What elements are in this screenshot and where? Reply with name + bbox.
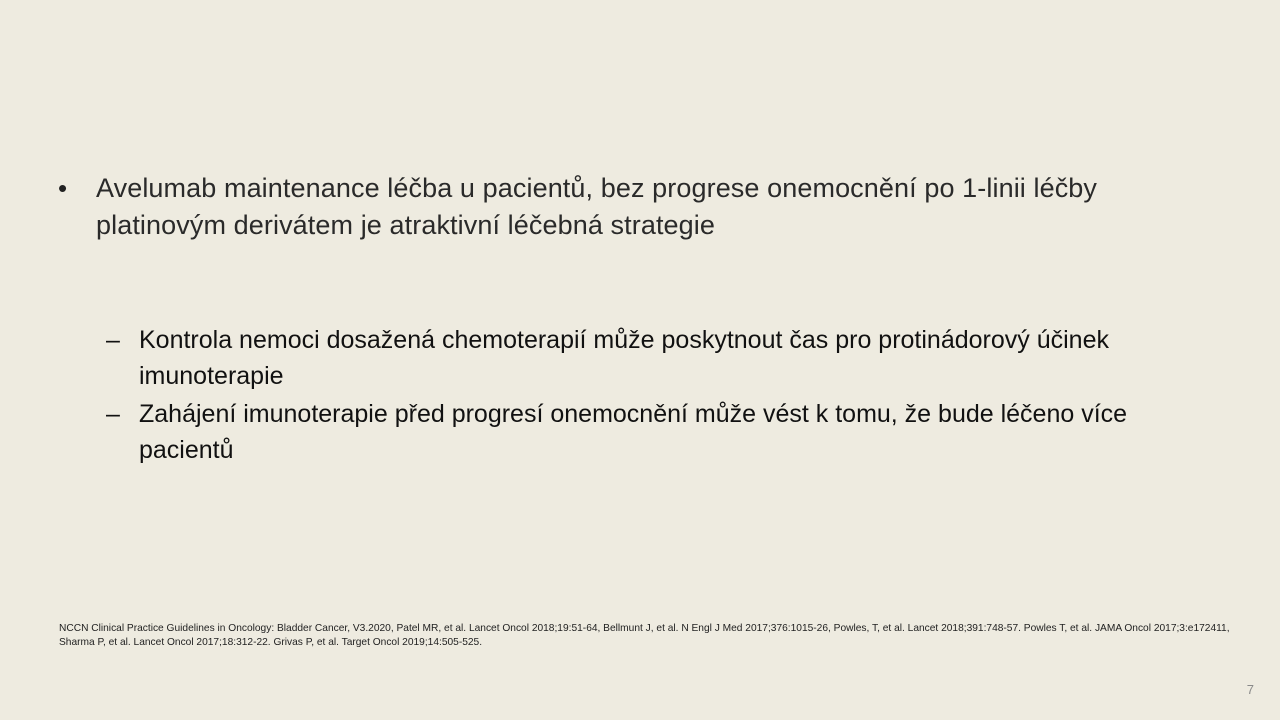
sub-bullet-text: Zahájení imunoterapie před progresí onemocnění může vést k tomu, že bude léčeno více pacientů — [139, 400, 1128, 464]
bullet-icon: • — [58, 173, 68, 203]
main-bullet-text: Avelumab maintenance léčba u pacientů, bez progrese onemocnění po 1-linii léčby platinovým derivátem je atraktivní léčebná strategie — [96, 173, 1098, 240]
dash-icon: – — [106, 400, 120, 428]
sub-bullet-text: Kontrola nemoci dosažená chemoterapií může poskytnout čas pro protinádorový účinek imunoterapie — [139, 326, 1109, 390]
sub-bullet-list — [106, 322, 1216, 470]
sub-bullet-item — [106, 396, 1216, 468]
dash-icon: – — [106, 326, 120, 354]
page-number: 7 — [1246, 682, 1254, 697]
sub-bullet-item — [106, 322, 1216, 394]
references-footnote: NCCN Clinical Practice Guidelines in Oncology: Bladder Cancer, V3.2020, Patel MR, et al. Lancet Oncol 2018;19:51-64, Bellmunt J, et al. N Engl J Med 2017;376:1015-26, Powles, T, et al. Lancet 2018;391:748-57. Powles T, et al. JAMA Oncol 2017;3:e172411, Sharma P, et al. Lancet Oncol 2017;18:312-22. Grivas P, et al. Target Oncol 2019;14:505-525. — [59, 623, 1230, 648]
main-bullet — [58, 170, 1228, 244]
